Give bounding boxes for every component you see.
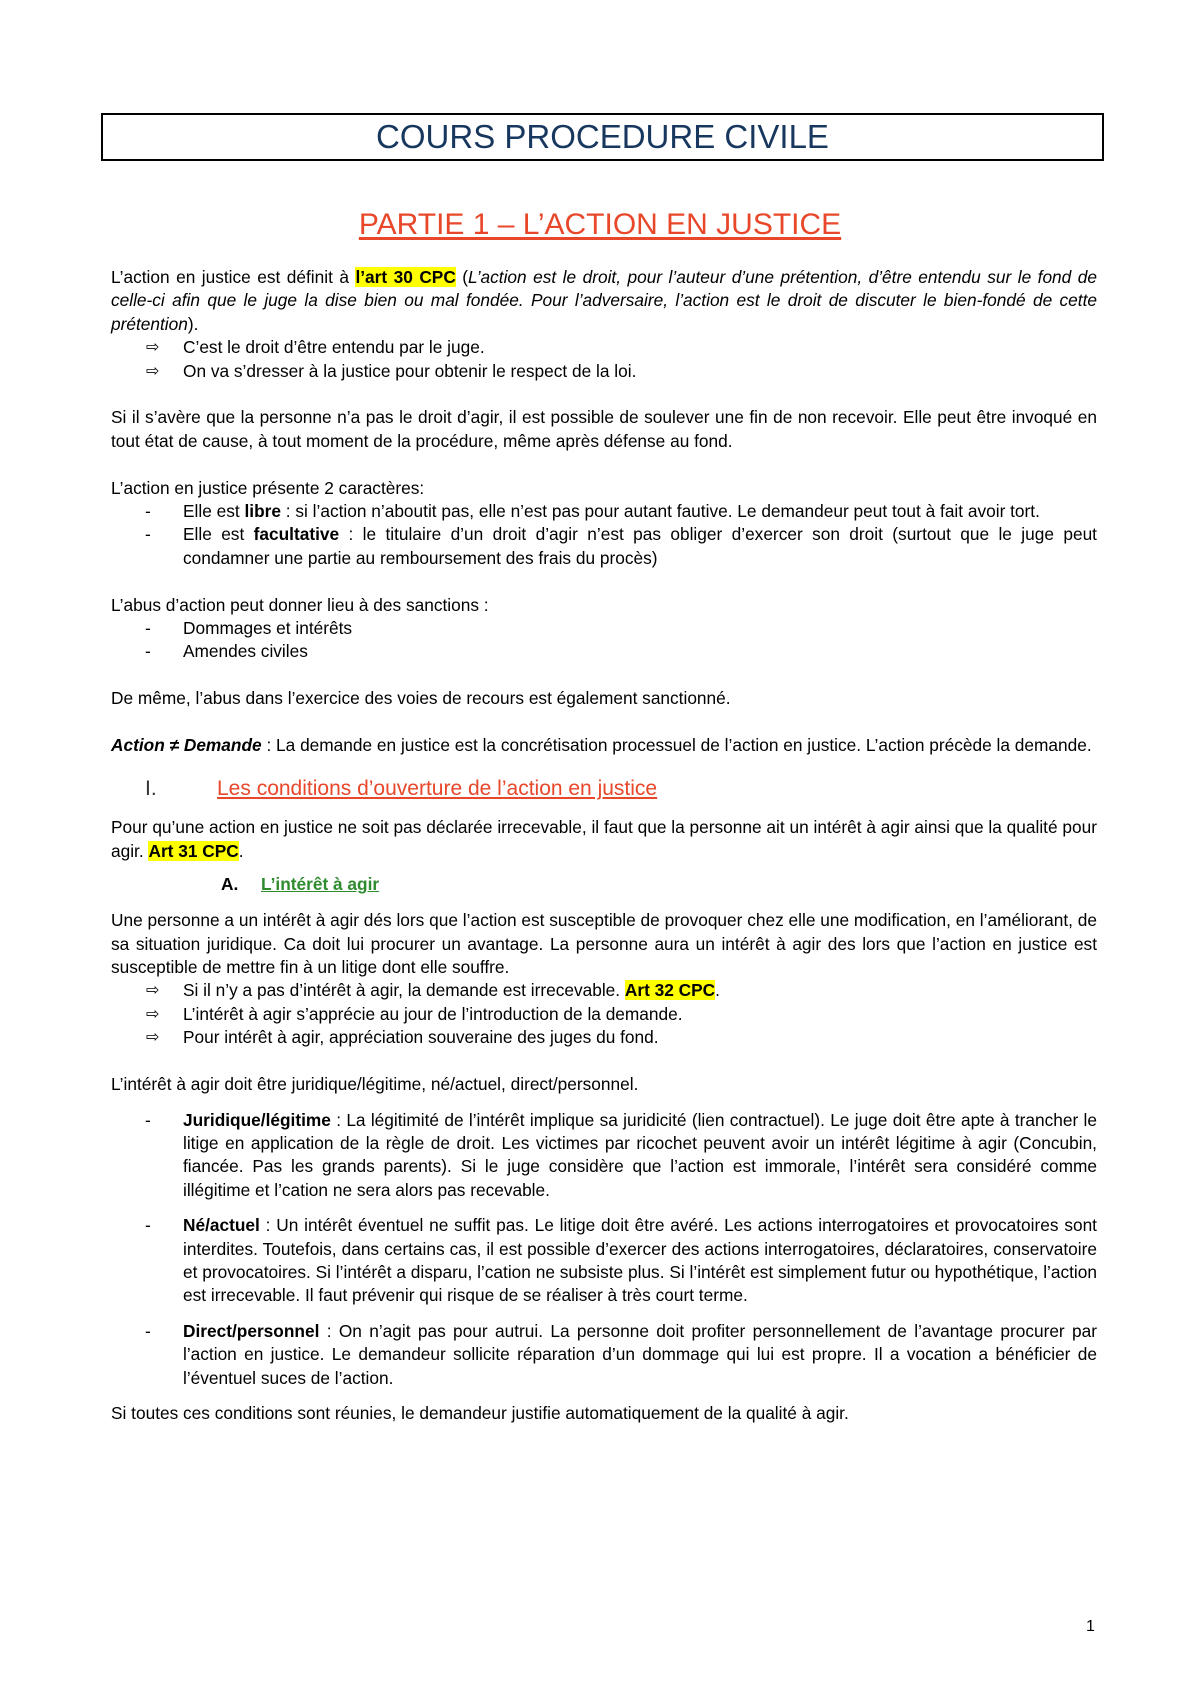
recours-paragraph: De même, l’abus dans l’exercice des voies de recours est également sanctionné. [111,688,731,709]
list-item-text: Pour intérêt à agir, appréciation souveraine des juges du fond. [183,1027,659,1048]
fin-non-recevoir-paragraph: Si il s’avère que la personne n’a pas le droit d’agir, il est possible de soulever une fin de non recevoir. Elle peut être invoqué en tout état de cause, à tout moment de la procédure, même après défense au fond. [111,407,1097,451]
document-title: COURS PROCEDURE CIVILE [376,118,829,155]
dash-bullet: - [145,641,151,662]
subsection-title: L’intérêt à agir [261,874,380,895]
list-item-text: . [715,980,720,1001]
section-paragraph [111,816,1097,863]
dash-bullet: - [145,501,151,522]
list-item-text: Dommages et intérêts [183,618,353,639]
abus-intro: L’abus d’action peut donner lieu à des sanctions : [111,594,489,615]
subsection-heading [111,869,1097,899]
arrow-list-item [111,979,1097,1002]
list-item-text: Si il n’y a pas d’intérêt à agir, la demande est irrecevable. [183,980,625,1001]
action-demande-text: : La demande en justice est la concrétisation processuel de l’action en justice. L’action précède la demande. [261,735,1092,756]
dash-list-item [111,500,1097,523]
list-item-text: Elle est [183,524,254,545]
dash-list-item [111,640,1097,663]
list-item-text: : le titulaire d’un droit d’agir n’est pas obliger d’exercer son droit (surtout que le juge peut condamner une partie au remboursement des frais du procès) [183,524,1097,568]
section-text: . [238,840,244,861]
action-demande-paragraph [111,734,1097,757]
list-item-text: Elle est [183,501,245,522]
arrow-list-item [111,1003,1097,1026]
dash-list-item [111,617,1097,640]
arrow-right-icon: ⇨ [146,362,160,380]
action-demande-label: Action ≠ Demande [111,735,262,756]
article-highlight: l’art 30 CPC [355,267,456,287]
article-highlight: Art 32 CPC [624,980,716,1001]
part-title: PARTIE 1 – L’ACTION EN JUSTICE [358,208,842,241]
dash-bullet: - [145,1320,151,1341]
conditions-intro: L’intérêt à agir doit être juridique/légitime, né/actuel, direct/personnel. [111,1074,639,1095]
list-item-text: : Un intérêt éventuel ne suffit pas. Le litige doit être avéré. Les actions interrogatoires et provocatoires sont interdites. Toutefois, dans certains cas, il est possible d’exercer des actions interrogatoires, déclaratoires, conservatoire et provocatoires. Si l’intérêt a disparu, l’cation ne subsiste plus. Si l’intérêt est simplement futur ou hypothétique, l’action est irrecevable. Il faut prévenir qui risque de se réaliser à très court terme. [183,1215,1097,1306]
section-text: Pour qu’une action en justice ne soit pas déclarée irrecevable, il faut que la personne ait un intérêt à agir ainsi que la qualité pour agir. [111,817,1097,861]
list-item-keyword: libre [244,501,281,522]
arrow-right-icon: ⇨ [146,1029,160,1047]
list-item-text: : La légitimité de l’intérêt implique sa juridicité (lien contractuel). Le juge doit être apte à trancher le litige en application de la règle de droit. Les victimes par ricochet peuvent avoir un intérêt légitime à agir (Concubin, fiancée. Pas les grands parents). Si le juge considère que l’action est immorale, l’intérêt sera considéré comme illégitime et l’cation ne sera alors pas recevable. [183,1109,1097,1200]
arrow-list-item [111,336,1097,359]
arrow-right-icon: ⇨ [146,339,160,357]
list-item-text: Amendes civiles [183,641,308,662]
dash-bullet: - [145,1109,151,1130]
intro-text: ( [455,267,469,287]
section-number: I. [145,777,157,801]
list-item-keyword: Juridique/légitime [183,1109,331,1130]
list-item-text: : On n’agit pas pour autrui. La personne doit profiter personnellement de l’avantage procurer par l’action en justice. Le demandeur sollicite réparation d’un dommage qui lui est propre. Il a vocation a bénéficier de l’éventuel suces de l’action. [183,1320,1097,1388]
intro-paragraph [111,266,1097,336]
article-highlight: Art 31 CPC [148,840,239,861]
dash-bullet: - [145,1215,151,1236]
conclusion-paragraph: Si toutes ces conditions sont réunies, le demandeur justifie automatiquement de la qualité à agir. [111,1402,849,1423]
dash-bullet: - [145,618,151,639]
arrow-list-item [111,1026,1097,1049]
section-heading [111,773,1097,808]
list-item-keyword: Direct/personnel [183,1320,320,1341]
subsection-letter: A. [221,874,239,895]
interet-paragraph: Une personne a un intérêt à agir dés lors que l’action est susceptible de provoquer chez elle une modification, en l’améliorant, de sa situation juridique. Ca doit lui procurer un avantage. La personne aura un intérêt à agir des lors que l’action en justice est susceptible de mettre fin à un litige dont elle souffre. [111,910,1097,978]
arrow-list-item [111,360,1097,383]
list-item-text: L’intérêt à agir s’apprécie au jour de l’introduction de la demande. [183,1003,683,1024]
list-item-keyword: Né/actuel [183,1215,260,1236]
caracteres-intro: L’action en justice présente 2 caractères: [111,477,425,498]
dash-list-item [111,1214,1097,1308]
body-text [111,266,1097,1425]
section-title: Les conditions d’ouverture de l’action en justice [217,777,658,801]
dash-list-item [111,1320,1097,1390]
list-item-keyword: facultative [253,524,340,545]
title-box [101,113,1104,161]
intro-text: L’action en justice est définit à [111,267,356,287]
arrow-right-icon: ⇨ [146,982,160,1000]
dash-list-item [111,523,1097,570]
intro-text: ). [187,313,199,334]
list-item-text: C’est le droit d’être entendu par le juge. [183,337,485,358]
dash-bullet: - [145,524,151,545]
list-item-text: : si l’action n’aboutit pas, elle n’est pas pour autant fautive. Le demandeur peut tout à fait avoir tort. [280,501,1040,522]
article-quote: L’action est le droit, pour l’auteur d’une prétention, d’être entendu sur le fond de celle-ci afin que le juge la dise bien ou mal fondée. Pour l’adversaire, l’action est le droit de discuter le bien-fondé de cette prétention [111,267,1097,334]
arrow-right-icon: ⇨ [146,1005,160,1023]
list-item-text: On va s’dresser à la justice pour obtenir le respect de la loi. [183,360,637,381]
page-number: 1 [1086,1618,1095,1635]
dash-list-item [111,1109,1097,1203]
